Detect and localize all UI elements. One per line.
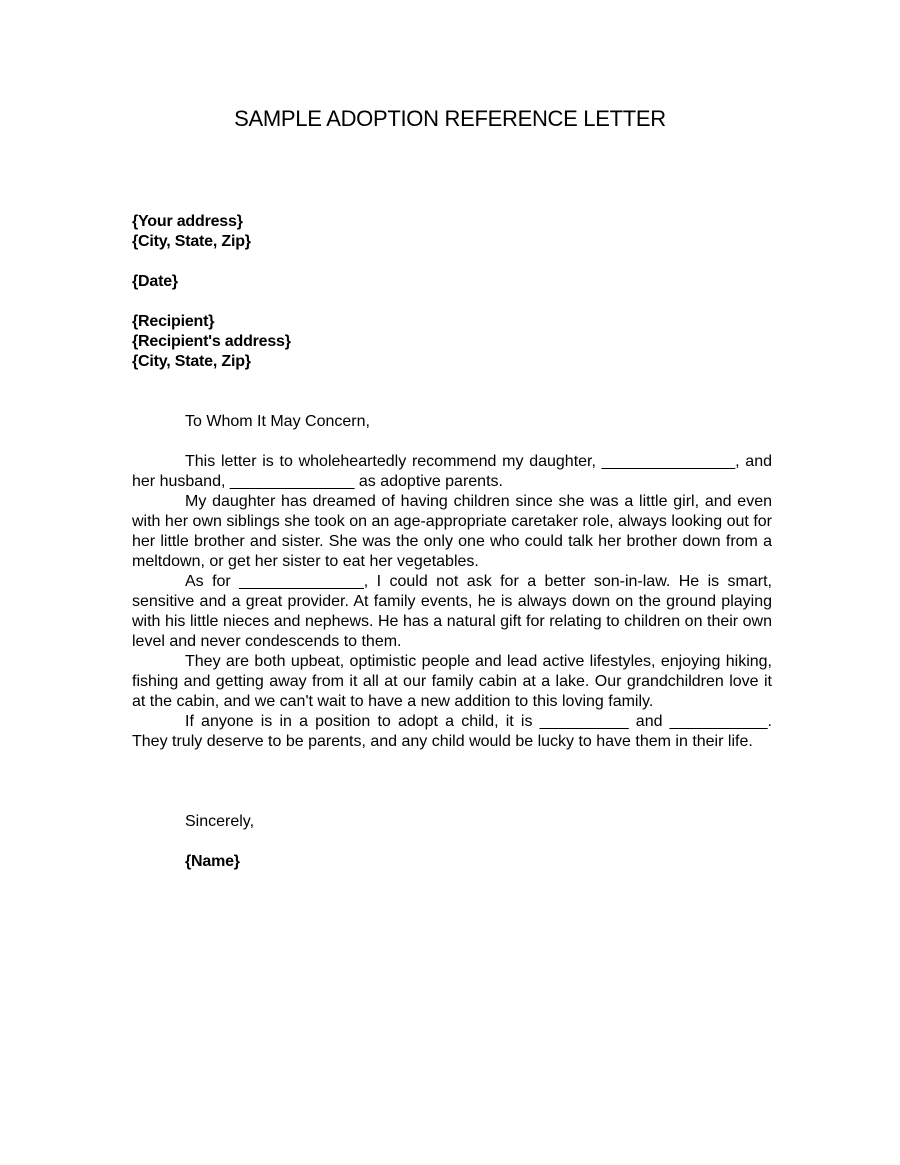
recipient-name: {Recipient}	[132, 313, 215, 330]
body-paragraph: My daughter has dreamed of having children since she was a little girl, and even with her own siblings she took on an age-appropriate caretaker role, always looking out for her little brother and sister. She was the only one who could talk her brother down from a meltdown, or get her sister to eat her vegetables.	[132, 493, 772, 570]
sender-address: {Your address}	[132, 213, 243, 230]
salutation-text: To Whom It May Concern,	[185, 413, 370, 430]
body-paragraph: If anyone is in a position to adopt a child, it is __________ and ___________. They truly deserve to be parents, and any child would be lucky to have them in their life.	[132, 713, 772, 750]
recipient-city-state-zip: {City, State, Zip}	[132, 353, 251, 370]
signature-name: {Name}	[185, 853, 240, 870]
salutation	[185, 412, 825, 432]
body-paragraph: As for ______________, I could not ask for a better son-in-law. He is smart, sensitive and a great provider. At family events, he is always down on the ground playing with his little nieces and nephews. He has a natural gift for relating to children on their own level and never condescends to them.	[132, 573, 772, 650]
letter-body	[132, 452, 772, 752]
signature-block	[185, 852, 825, 872]
sender-city-state-zip: {City, State, Zip}	[132, 233, 251, 250]
closing-text: Sincerely,	[185, 813, 255, 830]
letter-date: {Date}	[132, 273, 178, 290]
recipient-address-block	[132, 312, 772, 372]
date-block	[132, 272, 772, 292]
body-paragraph: This letter is to wholeheartedly recommend my daughter, _______________, and her husband, ______________ as adoptive parents.	[132, 453, 772, 490]
sender-address-block	[132, 212, 772, 252]
recipient-address: {Recipient's address}	[132, 333, 291, 350]
document-title: SAMPLE ADOPTION REFERENCE LETTER	[234, 106, 666, 131]
closing	[185, 812, 825, 832]
body-paragraph: They are both upbeat, optimistic people and lead active lifestyles, enjoying hiking, fishing and getting away from it all at our family cabin at a lake. Our grandchildren love it at the cabin, and we can't wait to have a new addition to this loving family.	[132, 653, 772, 710]
